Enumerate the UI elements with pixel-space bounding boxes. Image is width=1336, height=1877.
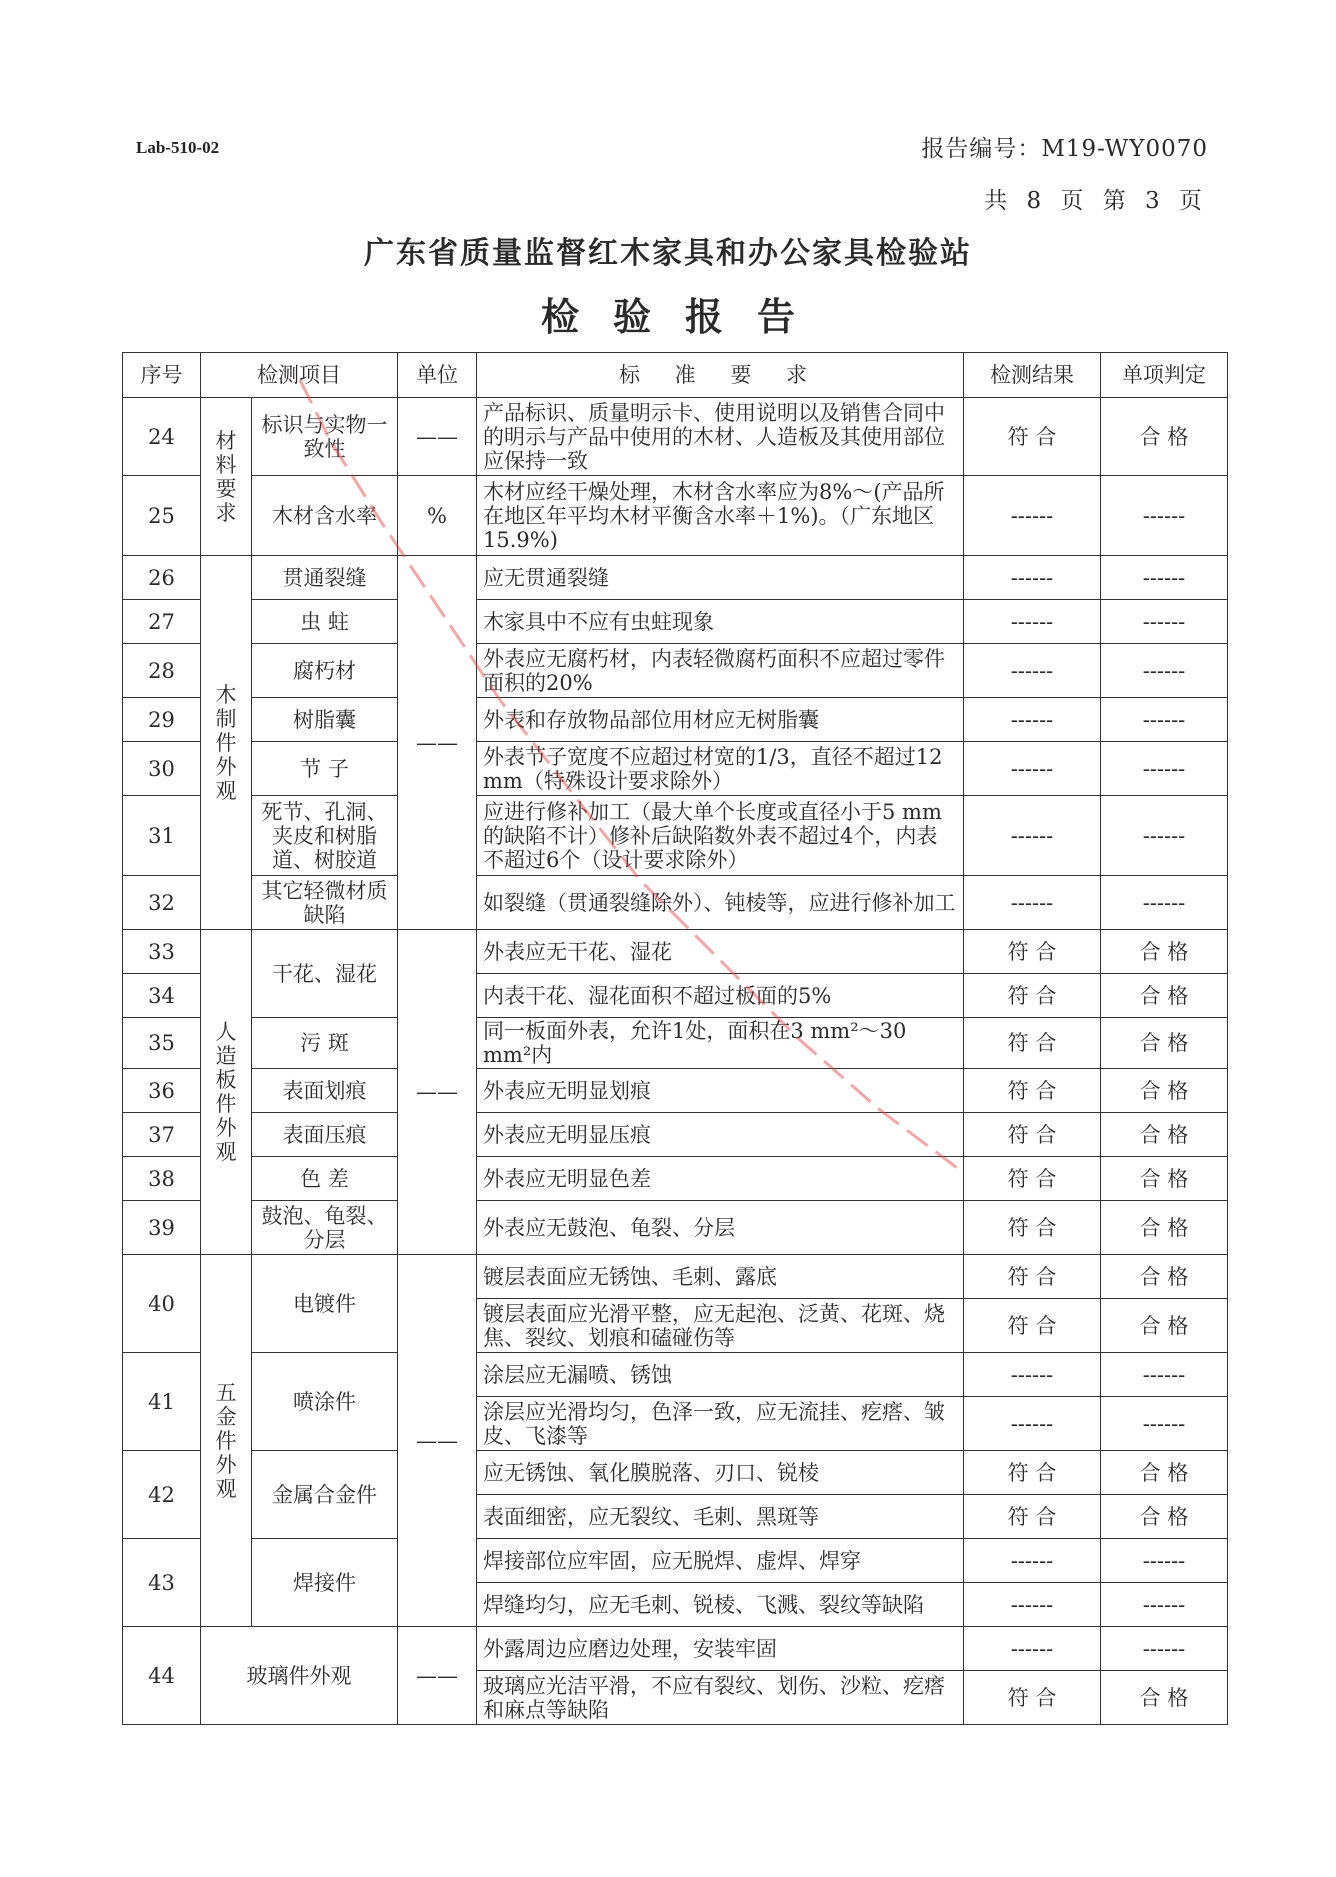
- row-no: 29: [123, 698, 201, 742]
- inspection-table: [122, 352, 1228, 1725]
- requirement: 外表应无鼓泡、龟裂、分层: [477, 1201, 964, 1255]
- table-row: [123, 1539, 1228, 1583]
- item-name: 色 差: [252, 1157, 398, 1201]
- table-row: [123, 600, 1228, 644]
- table-row: [123, 1255, 1228, 1299]
- item-name: 木材含水率: [252, 476, 398, 556]
- requirement: 外露周边应磨边处理，安装牢固: [477, 1627, 964, 1671]
- requirement: 外表应无明显压痕: [477, 1113, 964, 1157]
- row-no: 26: [123, 556, 201, 600]
- result: ------: [964, 742, 1101, 796]
- result: ------: [964, 796, 1101, 876]
- row-no: 33: [123, 930, 201, 974]
- requirement: 焊缝均匀，应无毛刺、锐棱、飞溅、裂纹等缺陷: [477, 1583, 964, 1627]
- result: ------: [964, 698, 1101, 742]
- verdict: ------: [1101, 742, 1228, 796]
- row-no: 31: [123, 796, 201, 876]
- requirement: 应无锈蚀、氧化膜脱落、刃口、锐棱: [477, 1451, 964, 1495]
- requirement: 同一板面外表，允许1处，面积在3 mm²～30 mm²内: [477, 1018, 964, 1069]
- verdict: 合 格: [1101, 1255, 1228, 1299]
- item-name: 其它轻微材质缺陷: [252, 876, 398, 930]
- requirement: 外表和存放物品部位用材应无树脂囊: [477, 698, 964, 742]
- result: ------: [964, 1627, 1101, 1671]
- header-result: 检测结果: [964, 353, 1101, 398]
- verdict: ------: [1101, 1583, 1228, 1627]
- row-no: 25: [123, 476, 201, 556]
- table-row: [123, 1069, 1228, 1113]
- verdict: 合 格: [1101, 1451, 1228, 1495]
- unit: ——: [398, 1255, 477, 1627]
- unit: ——: [398, 556, 477, 930]
- result: 符 合: [964, 1255, 1101, 1299]
- requirement: 如裂缝（贯通裂缝除外）、钝棱等，应进行修补加工: [477, 876, 964, 930]
- verdict: 合 格: [1101, 1495, 1228, 1539]
- verdict: 合 格: [1101, 974, 1228, 1018]
- verdict: ------: [1101, 1353, 1228, 1397]
- table-row: [123, 1201, 1228, 1255]
- table-row: [123, 698, 1228, 742]
- item-name: 电镀件: [252, 1255, 398, 1353]
- requirement: 内表干花、湿花面积不超过板面的5%: [477, 974, 964, 1018]
- result: ------: [964, 1397, 1101, 1451]
- requirement: 应无贯通裂缝: [477, 556, 964, 600]
- row-no: 32: [123, 876, 201, 930]
- table-row: [123, 1627, 1228, 1671]
- result: 符 合: [964, 1201, 1101, 1255]
- requirement: 木材应经干燥处理，木材含水率应为8%～(产品所在地区年平均木材平衡含水率＋1%)。（广东地区15.9%): [477, 476, 964, 556]
- requirement: 表面细密，应无裂纹、毛刺、黑斑等: [477, 1495, 964, 1539]
- result: ------: [964, 556, 1101, 600]
- result: 符 合: [964, 974, 1101, 1018]
- header-item: 检测项目: [201, 353, 398, 398]
- group-panel: 人 造 板 件 外 观: [201, 930, 252, 1255]
- requirement: 焊接部位应牢固，应无脱焊、虚焊、焊穿: [477, 1539, 964, 1583]
- row-no: 24: [123, 398, 201, 476]
- item-name: 标识与实物一致性: [252, 398, 398, 476]
- verdict: 合 格: [1101, 1157, 1228, 1201]
- header-unit: 单位: [398, 353, 477, 398]
- verdict: ------: [1101, 1397, 1228, 1451]
- row-no: 36: [123, 1069, 201, 1113]
- table-row: [123, 930, 1228, 974]
- row-no: 38: [123, 1157, 201, 1201]
- item-name: 虫 蛀: [252, 600, 398, 644]
- verdict: 合 格: [1101, 1671, 1228, 1725]
- table-row: [123, 398, 1228, 476]
- table-row: [123, 556, 1228, 600]
- group-hardware: 五 金 件 外 观: [201, 1255, 252, 1627]
- verdict: ------: [1101, 698, 1228, 742]
- result: ------: [964, 644, 1101, 698]
- result: 符 合: [964, 1451, 1101, 1495]
- page-info: 共 8 页 第 3 页: [984, 188, 1208, 214]
- lab-code: Lab-510-02: [136, 138, 220, 157]
- requirement: 外表应无明显色差: [477, 1157, 964, 1201]
- result: 符 合: [964, 1671, 1101, 1725]
- verdict: 合 格: [1101, 930, 1228, 974]
- item-name: 干花、湿花: [252, 930, 398, 1018]
- verdict: ------: [1101, 1627, 1228, 1671]
- table-row: [123, 876, 1228, 930]
- group-wood: 木 制 件 外 观: [201, 556, 252, 930]
- item-name: 腐朽材: [252, 644, 398, 698]
- table-row: [123, 476, 1228, 556]
- requirement: 镀层表面应无锈蚀、毛刺、露底: [477, 1255, 964, 1299]
- table-row: [123, 742, 1228, 796]
- row-no: 30: [123, 742, 201, 796]
- result: 符 合: [964, 1018, 1101, 1069]
- verdict: ------: [1101, 1539, 1228, 1583]
- result: 符 合: [964, 398, 1101, 476]
- requirement: 外表应无明显划痕: [477, 1069, 964, 1113]
- result: ------: [964, 876, 1101, 930]
- table-row: [123, 796, 1228, 876]
- row-no: 42: [123, 1451, 201, 1539]
- result: 符 合: [964, 1157, 1101, 1201]
- table-row: [123, 1451, 1228, 1495]
- table-row: [123, 1113, 1228, 1157]
- verdict: ------: [1101, 644, 1228, 698]
- table-header-row: [123, 353, 1228, 398]
- item-name: 污 斑: [252, 1018, 398, 1069]
- row-no: 35: [123, 1018, 201, 1069]
- row-no: 40: [123, 1255, 201, 1353]
- group-glass: 玻璃件外观: [201, 1627, 398, 1725]
- table-row: [123, 644, 1228, 698]
- item-name: 表面压痕: [252, 1113, 398, 1157]
- row-no: 28: [123, 644, 201, 698]
- table-row: [123, 1353, 1228, 1397]
- report-number: 报告编号：M19-WY0070: [921, 136, 1208, 162]
- unit: ——: [398, 930, 477, 1255]
- item-name: 金属合金件: [252, 1451, 398, 1539]
- result: 符 合: [964, 1069, 1101, 1113]
- item-name: 树脂囊: [252, 698, 398, 742]
- row-no: 37: [123, 1113, 201, 1157]
- table-row: [123, 1157, 1228, 1201]
- verdict: ------: [1101, 556, 1228, 600]
- item-name: 喷涂件: [252, 1353, 398, 1451]
- row-no: 39: [123, 1201, 201, 1255]
- requirement: 应进行修补加工（最大单个长度或直径小于5 mm的缺陷不计）修补后缺陷数外表不超过4个，内表不超过6个（设计要求除外）: [477, 796, 964, 876]
- requirement: 外表节子宽度不应超过材宽的1/3，直径不超过12 mm（特殊设计要求除外）: [477, 742, 964, 796]
- unit: %: [398, 476, 477, 556]
- verdict: ------: [1101, 796, 1228, 876]
- organization-name: 广东省质量监督红木家具和办公家具检验站: [364, 236, 972, 271]
- row-no: 34: [123, 974, 201, 1018]
- item-name: 焊接件: [252, 1539, 398, 1627]
- item-name: 节 子: [252, 742, 398, 796]
- header-requirement: 标 准 要 求: [477, 353, 964, 398]
- requirement: 木家具中不应有虫蛀现象: [477, 600, 964, 644]
- verdict: 合 格: [1101, 1018, 1228, 1069]
- result: 符 合: [964, 1299, 1101, 1353]
- item-name: 表面划痕: [252, 1069, 398, 1113]
- requirement: 涂层应无漏喷、锈蚀: [477, 1353, 964, 1397]
- result: ------: [964, 1583, 1101, 1627]
- table-row: [123, 1018, 1228, 1069]
- requirement: 镀层表面应光滑平整，应无起泡、泛黄、花斑、烧焦、裂纹、划痕和磕碰伤等: [477, 1299, 964, 1353]
- row-no: 41: [123, 1353, 201, 1451]
- requirement: 外表应无干花、湿花: [477, 930, 964, 974]
- header-verdict: 单项判定: [1101, 353, 1228, 398]
- row-no: 44: [123, 1627, 201, 1725]
- result: ------: [964, 1353, 1101, 1397]
- unit: ——: [398, 398, 477, 476]
- row-no: 43: [123, 1539, 201, 1627]
- item-name: 贯通裂缝: [252, 556, 398, 600]
- result: ------: [964, 476, 1101, 556]
- result: 符 合: [964, 1113, 1101, 1157]
- item-name: 鼓泡、龟裂、分层: [252, 1201, 398, 1255]
- report-title: 检验报告: [540, 294, 829, 339]
- requirement: 玻璃应光洁平滑，不应有裂纹、划伤、沙粒、疙瘩和麻点等缺陷: [477, 1671, 964, 1725]
- verdict: 合 格: [1101, 1113, 1228, 1157]
- verdict: ------: [1101, 876, 1228, 930]
- row-no: 27: [123, 600, 201, 644]
- unit: ——: [398, 1627, 477, 1725]
- requirement: 涂层应光滑均匀，色泽一致，应无流挂、疙瘩、皱皮、飞漆等: [477, 1397, 964, 1451]
- result: ------: [964, 600, 1101, 644]
- verdict: 合 格: [1101, 1299, 1228, 1353]
- result: 符 合: [964, 1495, 1101, 1539]
- verdict: 合 格: [1101, 398, 1228, 476]
- verdict: ------: [1101, 476, 1228, 556]
- requirement: 产品标识、质量明示卡、使用说明以及销售合同中的明示与产品中使用的木材、人造板及其使用部位应保持一致: [477, 398, 964, 476]
- header-no: 序号: [123, 353, 201, 398]
- verdict: 合 格: [1101, 1069, 1228, 1113]
- verdict: 合 格: [1101, 1201, 1228, 1255]
- item-name: 死节、孔洞、夹皮和树脂道、树胶道: [252, 796, 398, 876]
- requirement: 外表应无腐朽材，内表轻微腐朽面积不应超过零件面积的20%: [477, 644, 964, 698]
- verdict: ------: [1101, 600, 1228, 644]
- group-material: 材 料 要 求: [201, 398, 252, 556]
- result: 符 合: [964, 930, 1101, 974]
- result: ------: [964, 1539, 1101, 1583]
